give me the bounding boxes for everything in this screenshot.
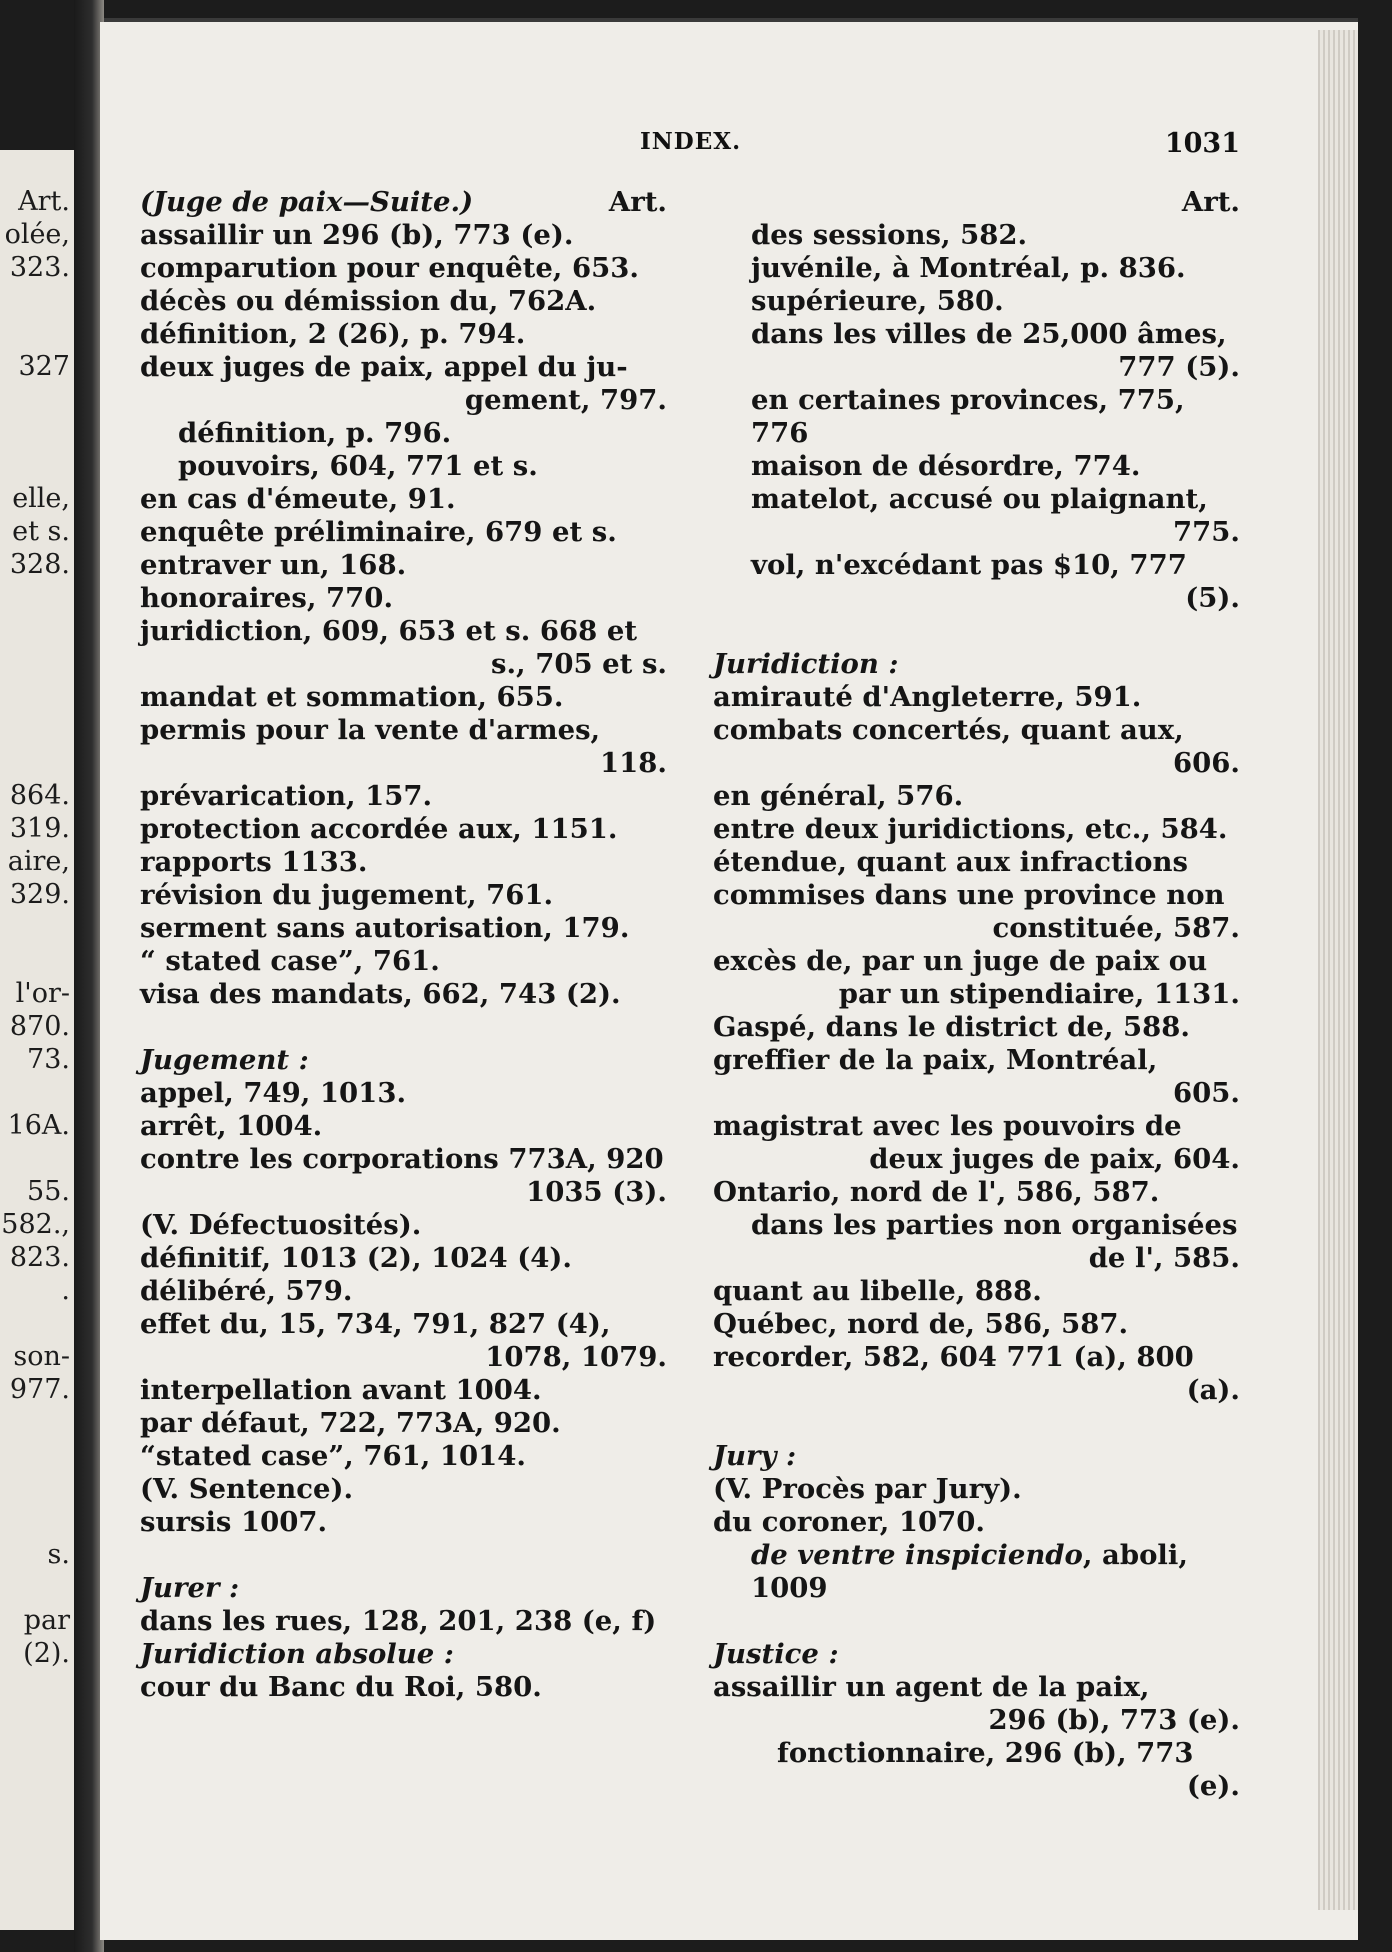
index-entry: “stated case”, 761, 1014. bbox=[140, 1440, 526, 1472]
left-page-text-fragment: 55. bbox=[27, 1176, 70, 1207]
index-entry: Gaspé, dans le district de, 588. bbox=[713, 1011, 1190, 1043]
index-entry: assaillir un agent de la paix, bbox=[713, 1671, 1150, 1703]
index-entry-ref: , aboli, 1009 bbox=[751, 1539, 1188, 1604]
index-entry: mandat et sommation, 655. bbox=[140, 681, 564, 713]
index-entry: dans les rues, 128, 201, 238 (e, f) bbox=[140, 1605, 657, 1637]
index-entry-continuation: par un stipendiaire, 1131. bbox=[838, 978, 1240, 1010]
index-entry: magistrat avec les pouvoirs de bbox=[713, 1110, 1182, 1142]
index-entry-continuation: (5). bbox=[1185, 582, 1240, 614]
index-entry: arrêt, 1004. bbox=[140, 1110, 323, 1142]
index-entry-continuation: de l', 585. bbox=[1088, 1242, 1240, 1274]
index-entry: définition, 2 (26), p. 794. bbox=[140, 318, 526, 350]
index-entry: juridiction, 609, 653 et s. 668 et bbox=[140, 615, 638, 647]
index-entry: décès ou démission du, 762A. bbox=[140, 285, 597, 317]
index-entry: des sessions, 582. bbox=[751, 219, 1028, 251]
left-page-text-fragment: 328. bbox=[9, 549, 70, 580]
index-entry: définitif, 1013 (2), 1024 (4). bbox=[140, 1242, 572, 1274]
index-entry: fonctionnaire, 296 (b), 773 bbox=[777, 1737, 1194, 1769]
index-column-left bbox=[140, 186, 667, 1704]
index-entry: entraver un, 168. bbox=[140, 549, 407, 581]
index-heading: Justice : bbox=[713, 1638, 839, 1670]
index-entry: dans les parties non organisées bbox=[751, 1209, 1238, 1241]
index-entry bbox=[713, 1539, 1240, 1605]
index-entry: (V. Défectuosités). bbox=[140, 1209, 422, 1241]
left-page-text-fragment: son- bbox=[13, 1341, 70, 1372]
left-page-text-fragment: et s. bbox=[12, 516, 70, 547]
left-page-fragment bbox=[0, 150, 76, 1930]
index-entry: enquête préliminaire, 679 et s. bbox=[140, 516, 617, 548]
index-entry: cour du Banc du Roi, 580. bbox=[140, 1671, 542, 1703]
index-entry-continuation: 605. bbox=[1173, 1077, 1240, 1109]
page-number: 1031 bbox=[1164, 128, 1240, 159]
index-entry: pouvoirs, 604, 771 et s. bbox=[178, 450, 538, 482]
index-entry-continuation: 296 (b), 773 (e). bbox=[988, 1704, 1240, 1736]
left-page-text-fragment: 319. bbox=[9, 813, 70, 844]
index-entry: rapports 1133. bbox=[140, 846, 368, 878]
index-entry: contre les corporations 773A, 920 bbox=[140, 1143, 664, 1175]
running-header bbox=[100, 128, 1240, 168]
index-entry: étendue, quant aux infractions bbox=[713, 846, 1188, 878]
index-entry: Québec, nord de, 586, 587. bbox=[713, 1308, 1129, 1340]
index-entry: commises dans une province non bbox=[713, 879, 1225, 911]
column-spacer bbox=[713, 615, 1240, 648]
index-entry: appel, 749, 1013. bbox=[140, 1077, 407, 1109]
left-page-text-fragment: (2). bbox=[23, 1638, 70, 1669]
left-page-text-fragment: 329. bbox=[9, 879, 70, 910]
index-entry: amirauté d'Angleterre, 591. bbox=[713, 681, 1142, 713]
index-entry: assaillir un 296 (b), 773 (e). bbox=[140, 219, 574, 251]
left-page-text-fragment: 323. bbox=[9, 252, 70, 283]
left-page-text-fragment: . bbox=[61, 1275, 70, 1306]
index-entry: Ontario, nord de l', 586, 587. bbox=[713, 1176, 1160, 1208]
left-page-text-fragment: 582., bbox=[1, 1209, 70, 1240]
left-page-text-fragment: 823. bbox=[9, 1242, 70, 1273]
index-entry: comparution pour enquête, 653. bbox=[140, 252, 639, 284]
index-entry: entre deux juridictions, etc., 584. bbox=[713, 813, 1228, 845]
index-entry: (V. Procès par Jury). bbox=[713, 1473, 1022, 1505]
index-entry: honoraires, 770. bbox=[140, 582, 394, 614]
index-entry: vol, n'excédant pas $10, 777 bbox=[751, 549, 1187, 581]
left-page-text-fragment: 977. bbox=[9, 1374, 70, 1405]
index-heading: Jugement : bbox=[140, 1044, 309, 1076]
index-entry: deux juges de paix, appel du ju- bbox=[140, 351, 628, 383]
index-entry: sursis 1007. bbox=[140, 1506, 328, 1538]
index-entry: “ stated case”, 761. bbox=[140, 945, 440, 977]
index-entry: visa des mandats, 662, 743 (2). bbox=[140, 978, 621, 1010]
index-entry: (V. Sentence). bbox=[140, 1473, 354, 1505]
index-heading: Jurer : bbox=[140, 1572, 240, 1604]
index-entry: par défaut, 722, 773A, 920. bbox=[140, 1407, 561, 1439]
index-entry: en certaines provinces, 775, 776 bbox=[751, 384, 1185, 449]
index-entry: révision du jugement, 761. bbox=[140, 879, 554, 911]
index-entry-continuation: 118. bbox=[600, 747, 667, 779]
index-entry: dans les villes de 25,000 âmes, bbox=[751, 318, 1227, 350]
column-spacer bbox=[140, 1539, 667, 1572]
index-entry: combats concertés, quant aux, bbox=[713, 714, 1184, 746]
index-heading: Jury : bbox=[713, 1440, 797, 1472]
index-entry: effet du, 15, 734, 791, 827 (4), bbox=[140, 1308, 611, 1340]
page-edges bbox=[1318, 30, 1358, 1910]
index-entry: serment sans autorisation, 179. bbox=[140, 912, 630, 944]
running-title: INDEX. bbox=[640, 128, 742, 155]
left-page-text-fragment: 73. bbox=[27, 1044, 70, 1075]
index-heading: Juridiction : bbox=[713, 648, 899, 680]
index-entry: interpellation avant 1004. bbox=[140, 1374, 542, 1406]
index-entry: prévarication, 157. bbox=[140, 780, 433, 812]
index-entry-continuation: (e). bbox=[1186, 1770, 1240, 1802]
index-entry: définition, p. 796. bbox=[178, 417, 452, 449]
index-entry-continuation: 1035 (3). bbox=[526, 1176, 667, 1208]
index-entry-continuation: 775. bbox=[1173, 516, 1240, 548]
index-entry: délibéré, 579. bbox=[140, 1275, 353, 1307]
index-entry-continuation: (a). bbox=[1186, 1374, 1240, 1406]
index-entry-continuation: deux juges de paix, 604. bbox=[869, 1143, 1240, 1175]
index-entry: recorder, 582, 604 771 (a), 800 bbox=[713, 1341, 1194, 1373]
column-spacer bbox=[713, 1605, 1240, 1638]
column-spacer bbox=[140, 1011, 667, 1044]
index-entry: juvénile, à Montréal, p. 836. bbox=[751, 252, 1186, 284]
index-entry: matelot, accusé ou plaignant, bbox=[751, 483, 1208, 515]
column-spacer bbox=[713, 1407, 1240, 1440]
index-entry-continuation: constituée, 587. bbox=[992, 912, 1240, 944]
left-page-text-fragment: aire, bbox=[7, 846, 70, 877]
left-page-text-fragment: 864. bbox=[9, 780, 70, 811]
index-entry-continuation: 777 (5). bbox=[1118, 351, 1240, 383]
left-page-text-fragment: l'or- bbox=[15, 978, 70, 1009]
left-page-text-fragment: 327 bbox=[18, 351, 70, 382]
left-page-text-fragment: elle, bbox=[12, 483, 70, 514]
index-entry-continuation: Art. bbox=[1181, 186, 1240, 218]
index-entry: permis pour la vente d'armes, bbox=[140, 714, 601, 746]
index-entry: supérieure, 580. bbox=[751, 285, 1004, 317]
index-entry-continuation: gement, 797. bbox=[464, 384, 667, 416]
index-entry-continuation: 1078, 1079. bbox=[485, 1341, 667, 1373]
index-entry: en général, 576. bbox=[713, 780, 964, 812]
index-entry: du coroner, 1070. bbox=[713, 1506, 985, 1538]
index-entry-continuation: 606. bbox=[1173, 747, 1240, 779]
index-entry-continuation: s., 705 et s. bbox=[490, 648, 667, 680]
left-page-text-fragment: s. bbox=[47, 1539, 70, 1570]
continued-heading-row bbox=[140, 186, 667, 219]
left-page-text-fragment: 870. bbox=[9, 1011, 70, 1042]
left-page-text-fragment: Art. bbox=[18, 186, 70, 217]
left-page-text-fragment: par bbox=[23, 1605, 70, 1636]
index-entry: greffier de la paix, Montréal, bbox=[713, 1044, 1158, 1076]
left-page-text-fragment: 16A. bbox=[7, 1110, 70, 1141]
index-entry: maison de désordre, 774. bbox=[751, 450, 1141, 482]
column-label: Art. bbox=[608, 186, 667, 218]
index-column-right bbox=[713, 186, 1240, 1803]
index-entry: en cas d'émeute, 91. bbox=[140, 483, 456, 515]
index-entry: excès de, par un juge de paix ou bbox=[713, 945, 1208, 977]
index-heading: (Juge de paix—Suite.) bbox=[140, 186, 474, 218]
left-page-text-fragment: olée, bbox=[4, 219, 70, 250]
index-entry-latin: de ventre inspiciendo bbox=[751, 1539, 1083, 1571]
index-entry: protection accordée aux, 1151. bbox=[140, 813, 618, 845]
index-entry: quant au libelle, 888. bbox=[713, 1275, 1042, 1307]
index-heading: Juridiction absolue : bbox=[140, 1638, 454, 1670]
right-border bbox=[1358, 0, 1392, 1952]
